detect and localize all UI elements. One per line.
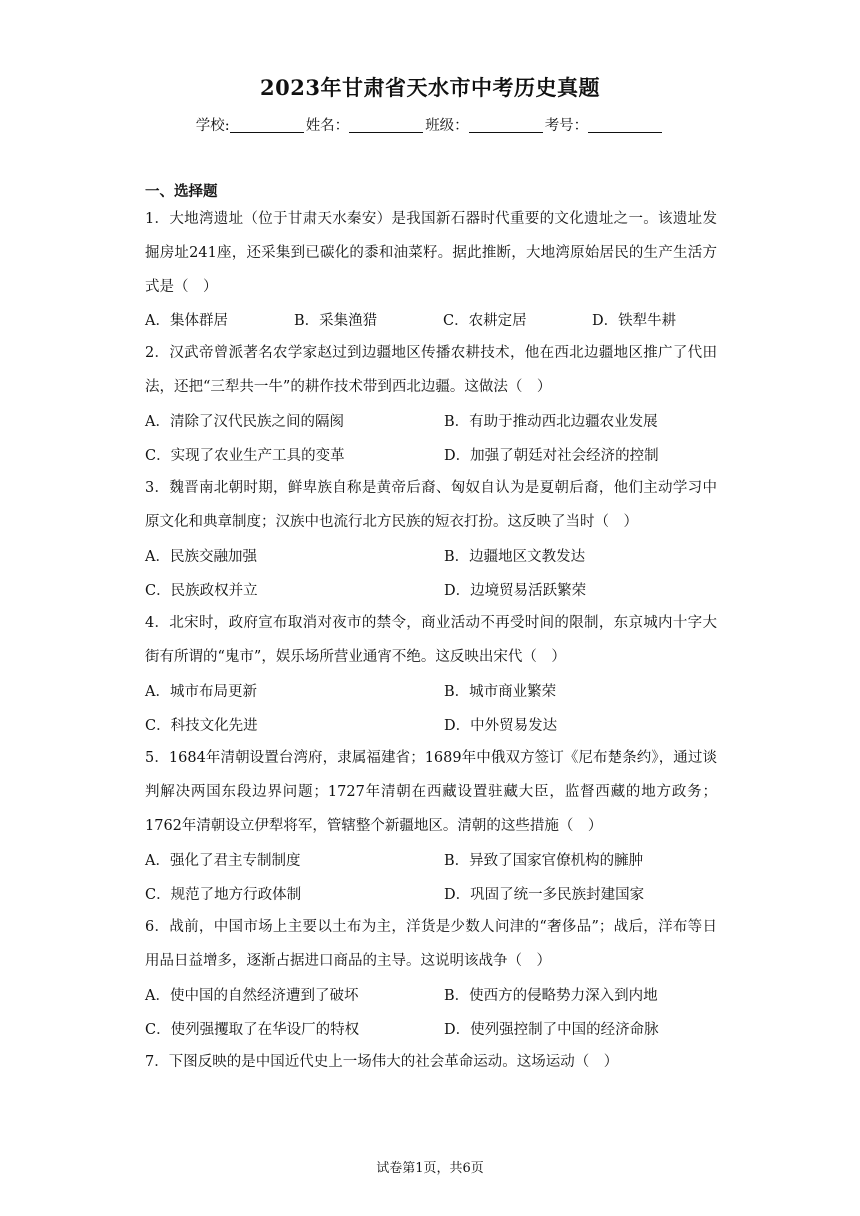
question-4-options-row-1 — [145, 680, 717, 700]
question-6-option-d[interactable]: D．使列强控制了中国的经济命脉 — [444, 1022, 659, 1038]
question-1-stem: 1．大地湾遗址（位于甘肃天水秦安）是我国新石器时代重要的文化遗址之一。该遗址发掘房址241座，还采集到已碳化的黍和油菜籽。据此推断，大地湾原始居民的生产生活方式是（ ） — [145, 211, 717, 295]
question-4-option-c[interactable]: C．科技文化先进 — [145, 718, 258, 734]
question-3-options-row-2 — [145, 579, 717, 599]
question-3-option-b[interactable]: B．边疆地区文教发达 — [444, 549, 586, 565]
question-2-stem: 2．汉武帝曾派著名农学家赵过到边疆地区传播农耕技术，他在西北边疆地区推广了代田法，还把“三犁共一牛”的耕作技术带到西北边疆。这做法（ ） — [145, 345, 717, 395]
question-6-stem: 6．战前，中国市场上主要以土布为主，洋货是少数人问津的“奢侈品”；战后，洋布等日用品日益增多，逐渐占据进口商品的主导。这说明该战争（ ） — [145, 919, 717, 969]
question-4-option-a[interactable]: A．城市布局更新 — [145, 684, 257, 700]
question-6-option-a[interactable]: A．使中国的自然经济遭到了破坏 — [145, 988, 359, 1004]
question-6-option-c[interactable]: C．使列强攫取了在华设厂的特权 — [145, 1022, 360, 1038]
student-info-line — [0, 114, 860, 135]
question-4-stem: 4．北宋时，政府宣布取消对夜市的禁令，商业活动不再受时间的限制，东京城内十字大街有所谓的“鬼市”，娱乐场所营业通宵不绝。这反映出宋代（ ） — [145, 615, 717, 665]
school-label: 学校: — [195, 118, 230, 134]
question-5-option-d[interactable]: D．巩固了统一多民族封建国家 — [444, 887, 645, 903]
question-1-option-b[interactable]: B．采集渔猎 — [294, 313, 378, 329]
class-label: 班级： — [425, 118, 469, 134]
question-6-option-b[interactable]: B．使西方的侵略势力深入到内地 — [444, 988, 658, 1004]
question-6-options-row-1 — [145, 984, 717, 1004]
section-heading: 一、选择题 — [145, 183, 218, 200]
question-5-options-row-1 — [145, 849, 717, 869]
name-blank[interactable] — [349, 118, 423, 133]
question-3-options-row-1 — [145, 545, 717, 565]
question-5-option-c[interactable]: C．规范了地方行政体制 — [145, 887, 302, 903]
question-3-option-d[interactable]: D．边境贸易活跃繁荣 — [444, 583, 587, 599]
question-5-stem: 5．1684年清朝设置台湾府，隶属福建省；1689年中俄双方签订《尼布楚条约》，通过谈判解决两国东段边界问题；1727年清朝在西藏设置驻藏大臣，监督西藏的地方政务；1762年清朝设立伊犁将军，管辖整个新疆地区。清朝的这些措施（ ） — [145, 750, 717, 834]
question-1-option-a[interactable]: A．集体群居 — [145, 313, 228, 329]
question-2-option-b[interactable]: B．有助于推动西北边疆农业发展 — [444, 414, 658, 430]
school-blank[interactable] — [230, 118, 304, 133]
question-1-option-d[interactable]: D．铁犁牛耕 — [592, 313, 677, 329]
question-3-stem: 3．魏晋南北朝时期，鲜卑族自称是黄帝后裔、匈奴自认为是夏朝后裔，他们主动学习中原文化和典章制度；汉族中也流行北方民族的短衣打扮。这反映了当时（ ） — [145, 480, 717, 530]
page-title: 2023年甘肃省天水市中考历史真题 — [260, 75, 600, 100]
question-1-option-c[interactable]: C．农耕定居 — [443, 313, 527, 329]
question-4-options-row-2 — [145, 714, 717, 734]
exam-number-label: 考号： — [544, 118, 589, 134]
class-blank[interactable] — [469, 118, 543, 133]
question-7-stem: 7．下图反映的是中国近代史上一场伟大的社会革命运动。这场运动（ ） — [145, 1054, 619, 1070]
question-6-options-row-2 — [145, 1018, 717, 1038]
question-4-option-b[interactable]: B．城市商业繁荣 — [444, 684, 557, 700]
question-5-options-row-2 — [145, 883, 717, 903]
question-2-options-row-1 — [145, 410, 717, 430]
question-2-option-d[interactable]: D．加强了朝廷对社会经济的控制 — [444, 448, 659, 464]
name-label: 姓名： — [305, 118, 350, 134]
question-4-option-d[interactable]: D．中外贸易发达 — [444, 718, 558, 734]
question-5-option-b[interactable]: B．异致了国家官僚机构的臃肿 — [444, 853, 644, 869]
question-5-option-a[interactable]: A．强化了君主专制制度 — [145, 853, 301, 869]
question-3-option-a[interactable]: A．民族交融加强 — [145, 549, 257, 565]
page-footer: 试卷第1页，共6页 — [376, 1161, 484, 1176]
question-2-option-c[interactable]: C．实现了农业生产工具的变革 — [145, 448, 345, 464]
question-3-option-c[interactable]: C．民族政权并立 — [145, 583, 258, 599]
exam-number-blank[interactable] — [588, 118, 662, 133]
question-2-option-a[interactable]: A．清除了汉代民族之间的隔阂 — [145, 414, 344, 430]
question-2-options-row-2 — [145, 444, 717, 464]
question-1-options — [145, 309, 717, 329]
